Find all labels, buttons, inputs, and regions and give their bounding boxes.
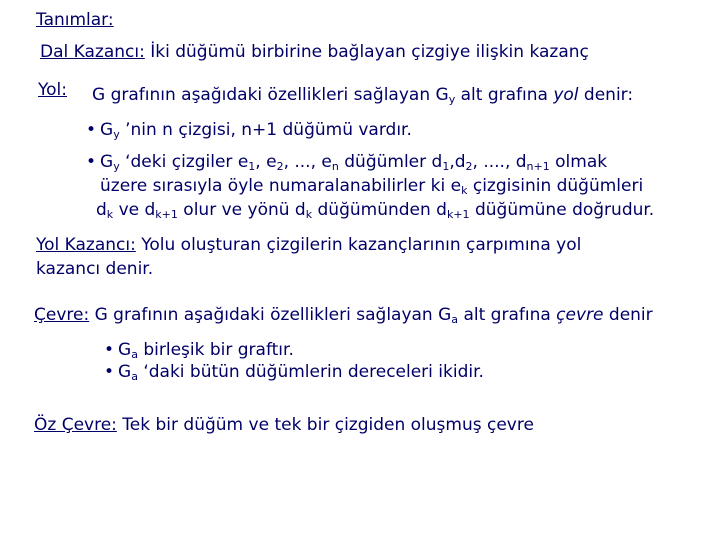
yol-bullet-1: [86, 120, 412, 140]
page-title: Tanımlar:: [36, 10, 114, 30]
b2-t: düğümüne doğrudur.: [469, 200, 655, 220]
yol-intro: [92, 85, 633, 105]
yol-intro-text-c: denir:: [578, 85, 634, 105]
yol-bullet-2-line-3: [96, 200, 654, 220]
b2-t: ve d: [113, 200, 156, 220]
b2-t: d: [96, 200, 107, 220]
yol-term: Yol:: [38, 80, 67, 100]
b2-t: ,d: [449, 152, 466, 172]
b2-t: çizgisinin düğümleri: [467, 176, 644, 196]
b2-t: G: [100, 152, 114, 172]
b2-t: ‘deki çizgiler e: [119, 152, 249, 172]
b2-t: , ..., e: [283, 152, 332, 172]
cevre-term: Çevre:: [34, 305, 90, 325]
b2-s: 2: [465, 160, 473, 173]
b2-s: n: [331, 160, 339, 173]
yol-b1-sub: y: [113, 128, 120, 141]
b2-t: düğümler d: [338, 152, 443, 172]
cevre-b1-b: birleşik bir graftır.: [137, 340, 294, 360]
b2-s: n+1: [526, 160, 550, 173]
bullet-icon: •: [86, 120, 97, 140]
b2-s: k: [106, 208, 114, 221]
yol-kazanci-definition-line-2: kazancı denir.: [36, 259, 154, 279]
b2-t: olmak: [549, 152, 608, 172]
yol-intro-text: G grafının aşağıdaki özellikleri sağlayan G: [92, 85, 449, 105]
yol-b1-text: G: [100, 120, 114, 140]
oz-cevre-term: Öz Çevre:: [34, 415, 117, 435]
yol-bullet-2-line-1: [86, 152, 607, 172]
yol-term-line: [38, 80, 67, 100]
b2-s: y: [113, 160, 120, 173]
cevre-intro-c: denir: [603, 305, 653, 325]
yol-intro-italic: yol: [553, 85, 579, 105]
yol-kazanci-definition: [36, 235, 581, 255]
yol-intro-sub: y: [448, 93, 456, 106]
b2-t: olur ve yönü d: [177, 200, 306, 220]
bullet-icon: •: [104, 362, 115, 382]
yol-kazanci-text: Yolu oluşturan çizgilerin kazançlarının çarpımına yol: [135, 235, 582, 255]
b2-s: k+1: [155, 208, 178, 221]
yol-kazanci-term: Yol Kazancı:: [36, 235, 136, 255]
yol-intro-text-b: alt grafına: [455, 85, 554, 105]
b2-t: üzere sırasıyla öyle numaralanabilirler ki e: [100, 176, 462, 196]
yol-bullet-2-line-2: [100, 176, 643, 196]
b2-s: 1: [442, 160, 450, 173]
cevre-b2: G: [118, 362, 132, 382]
oz-cevre-definition: [34, 415, 534, 435]
cevre-intro-b: alt grafına: [458, 305, 557, 325]
b2-s: k: [305, 208, 313, 221]
cevre-definition: [34, 305, 653, 325]
bullet-icon: •: [104, 340, 115, 360]
b2-t: , e: [255, 152, 277, 172]
cevre-bullet-1: [104, 340, 294, 360]
dal-kazanci-definition: [40, 42, 589, 62]
b2-s: 1: [248, 160, 256, 173]
cevre-intro: G grafının aşağıdaki özellikleri sağlayan G: [89, 305, 452, 325]
cevre-sub: a: [451, 313, 459, 326]
cevre-italic: çevre: [556, 305, 604, 325]
dal-kazanci-text: İki düğümü birbirine bağlayan çizgiye ilişkin kazanç: [150, 42, 589, 62]
b2-s: k: [461, 184, 468, 197]
cevre-b2-b: ‘daki bütün düğümlerin dereceleri ikidir.: [137, 362, 484, 382]
dal-kazanci-term: Dal Kazancı:: [40, 42, 145, 62]
b2-t: , ...., d: [472, 152, 527, 172]
b2-s: k+1: [446, 208, 470, 221]
b2-t: düğümünden d: [312, 200, 447, 220]
oz-cevre-text: Tek bir düğüm ve tek bir çizgiden oluşmuş çevre: [116, 415, 534, 435]
cevre-bullet-2: [104, 362, 484, 382]
b2-s: 2: [276, 160, 284, 173]
yol-b1-text-b: ’nin n çizgisi, n+1 düğümü vardır.: [119, 120, 412, 140]
cevre-b2-sub: a: [131, 370, 138, 383]
cevre-b1-sub: a: [131, 348, 138, 361]
cevre-b1: G: [118, 340, 132, 360]
bullet-icon: •: [86, 152, 97, 172]
